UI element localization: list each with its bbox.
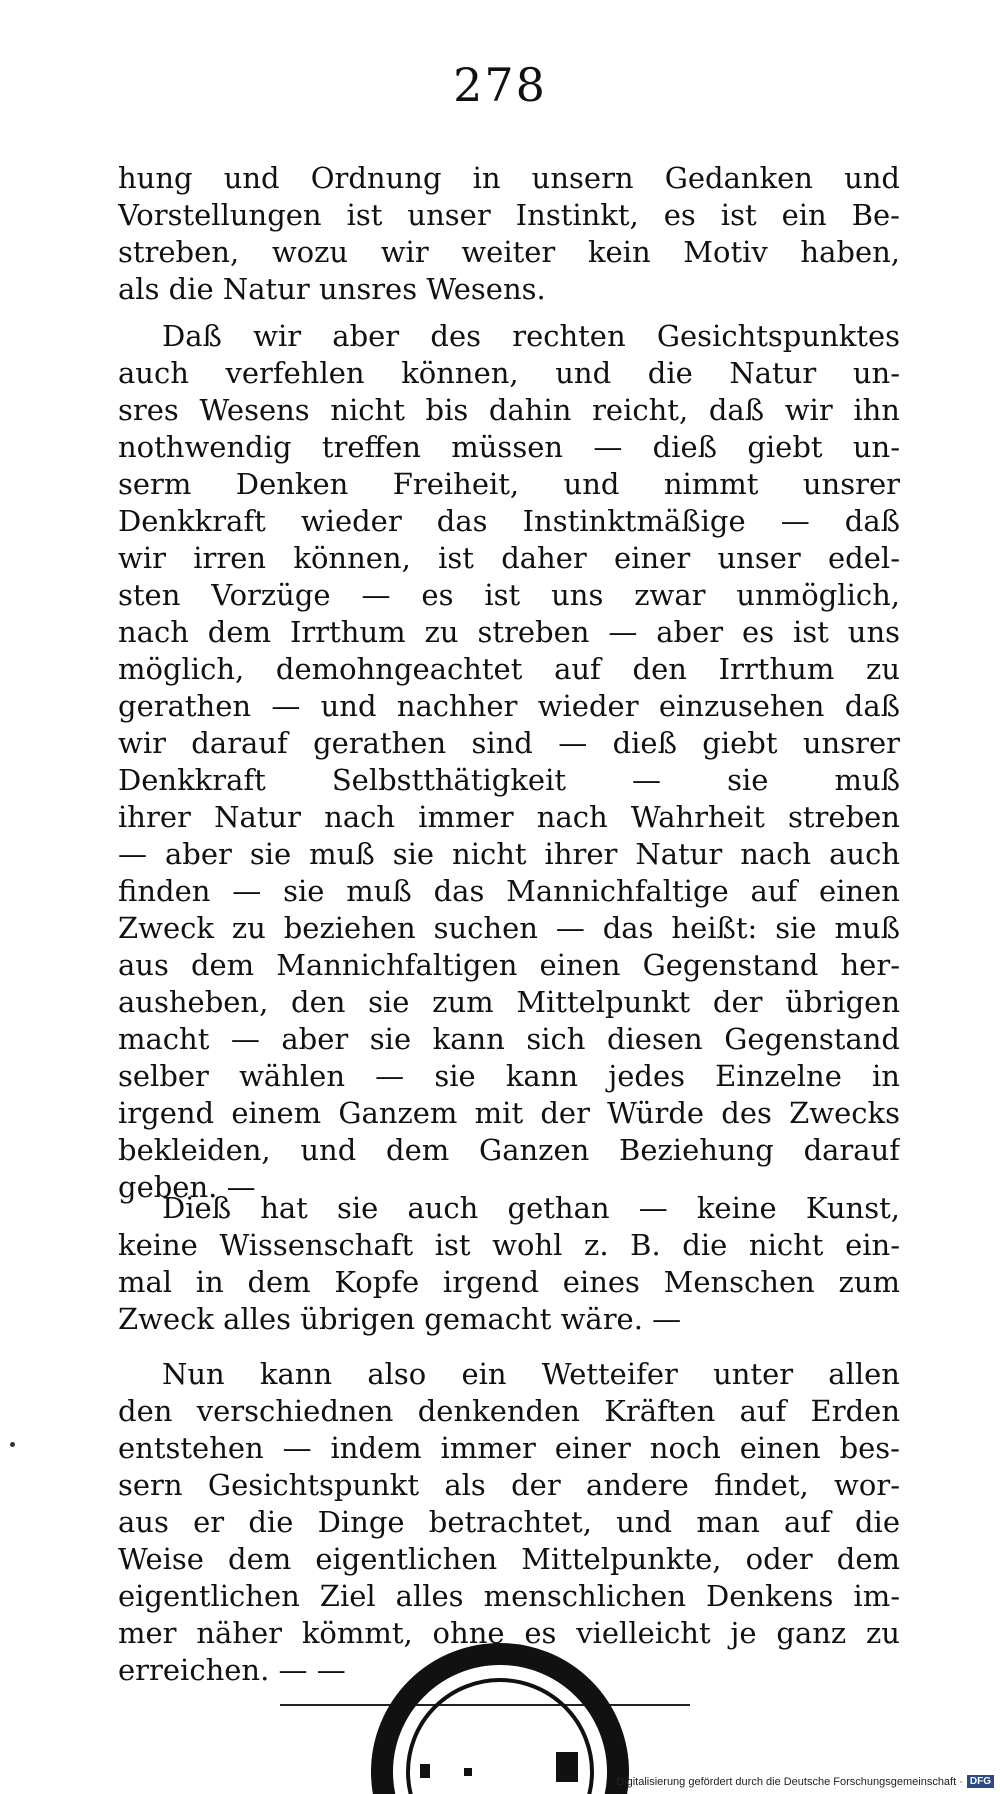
text-line: erreichen. — — bbox=[118, 1653, 346, 1687]
text-line: Denkkraft wieder das Instinktmäßige — daß bbox=[118, 504, 900, 538]
page-number: 278 bbox=[453, 58, 547, 112]
text-line: bekleiden, und dem Ganzen Beziehung darauf bbox=[118, 1133, 900, 1167]
text-line: ausheben, den sie zum Mittelpunkt der übrigen bbox=[118, 985, 900, 1019]
paragraph-2 bbox=[118, 318, 900, 1206]
text-line: macht — aber sie kann sich diesen Gegenstand bbox=[118, 1022, 900, 1056]
text-line: wir darauf gerathen sind — dieß giebt unsrer bbox=[118, 726, 900, 760]
text-line: Vorstellungen ist unser Instinkt, es ist ein Be- bbox=[118, 198, 900, 232]
dfg-logo: DFG bbox=[967, 1775, 994, 1788]
text-line: als die Natur unsres Wesens. bbox=[118, 272, 546, 306]
text-line: sres Wesens nicht bis dahin reicht, daß wir ihn bbox=[118, 393, 900, 427]
text-line: Zweck alles übrigen gemacht wäre. — bbox=[118, 1302, 682, 1336]
text-line: den verschiednen denkenden Kräften auf Erden bbox=[118, 1394, 900, 1428]
text-line: Zweck zu beziehen suchen — das heißt: sie muß bbox=[118, 911, 900, 945]
text-line: irgend einem Ganzem mit der Würde des Zwecks bbox=[118, 1096, 900, 1130]
text-line: finden — sie muß das Mannichfaltige auf einen bbox=[118, 874, 900, 908]
text-line: keine Wissenschaft ist wohl z. B. die nicht ein- bbox=[118, 1228, 900, 1262]
text-line: mer näher kömmt, ohne es vielleicht je ganz zu bbox=[118, 1616, 900, 1650]
text-line: aus er die Dinge betrachtet, und man auf die bbox=[118, 1505, 900, 1539]
text-line: mal in dem Kopfe irgend eines Menschen zum bbox=[118, 1265, 900, 1299]
text-line: streben, wozu wir weiter kein Motiv haben, bbox=[118, 235, 900, 269]
text-line: gerathen — und nachher wieder einzusehen daß bbox=[118, 689, 900, 723]
text-line: ihrer Natur nach immer nach Wahrheit streben bbox=[118, 800, 900, 834]
text-line: geben. — bbox=[118, 1170, 256, 1204]
digitization-footer bbox=[616, 1775, 994, 1788]
text-line: hung und Ordnung in unsern Gedanken und bbox=[118, 161, 900, 195]
text-line: Weise dem eigentlichen Mittelpunkte, oder dem bbox=[118, 1542, 900, 1576]
text-line: Denkkraft Selbstthätigkeit — sie muß bbox=[118, 763, 900, 797]
footer-text: Digitalisierung gefördert durch die Deutsche Forschungsgemeinschaft · bbox=[616, 1775, 963, 1788]
text-line: — aber sie muß sie nicht ihrer Natur nach auch bbox=[118, 837, 900, 871]
text-line: nothwendig treffen müssen — dieß giebt un- bbox=[118, 430, 900, 464]
ink-speck bbox=[10, 1442, 15, 1447]
text-line: sten Vorzüge — es ist uns zwar unmöglich, bbox=[118, 578, 900, 612]
paragraph-3 bbox=[118, 1190, 900, 1338]
text-line: Dieß hat sie auch gethan — keine Kunst, bbox=[162, 1191, 900, 1225]
text-line: wir irren können, ist daher einer unser edel- bbox=[118, 541, 900, 575]
text-line: nach dem Irrthum zu streben — aber es ist uns bbox=[118, 615, 900, 649]
text-line: serm Denken Freiheit, und nimmt unsrer bbox=[118, 467, 900, 501]
text-line: auch verfehlen können, und die Natur un- bbox=[118, 356, 900, 390]
text-line: entstehen — indem immer einer noch einen bes- bbox=[118, 1431, 900, 1465]
text-line: Daß wir aber des rechten Gesichtspunktes bbox=[162, 319, 900, 353]
text-line: möglich, demohngeachtet auf den Irrthum zu bbox=[118, 652, 900, 686]
text-line: aus dem Mannichfaltigen einen Gegenstand her- bbox=[118, 948, 900, 982]
text-line: sern Gesichtspunkt als der andere findet, wor- bbox=[118, 1468, 900, 1502]
text-line: eigentlichen Ziel alles menschlichen Denkens im- bbox=[118, 1579, 900, 1613]
library-stamp bbox=[360, 1622, 640, 1794]
text-line: Nun kann also ein Wetteifer unter allen bbox=[162, 1357, 900, 1391]
text-line: selber wählen — sie kann jedes Einzelne in bbox=[118, 1059, 900, 1093]
paragraph-1 bbox=[118, 160, 900, 308]
